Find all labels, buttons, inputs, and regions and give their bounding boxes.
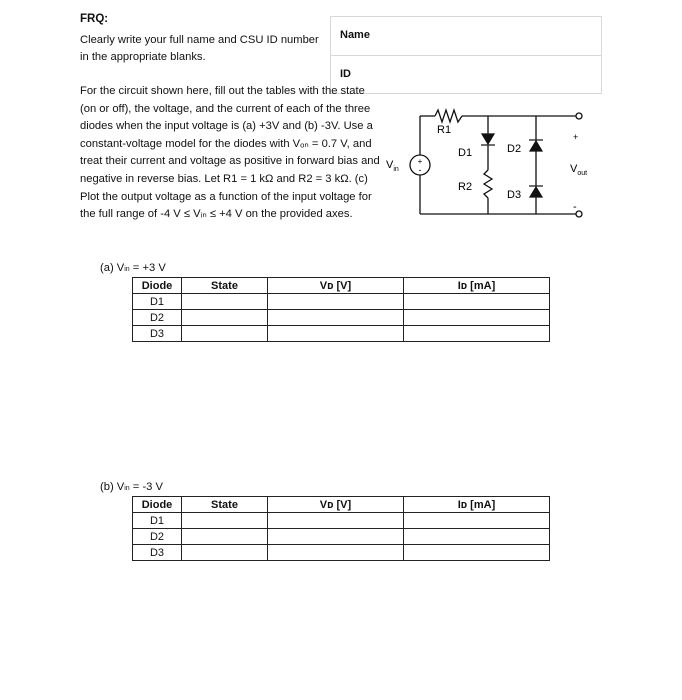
cell-state[interactable] (182, 513, 268, 529)
row-d3-label: D3 (133, 326, 182, 342)
circuit-diagram (380, 100, 600, 230)
header-diode: Diode (133, 497, 182, 513)
table-row (133, 310, 550, 326)
d1-label: D1 (458, 147, 473, 159)
cell-id[interactable] (404, 326, 550, 342)
cell-id[interactable] (404, 529, 550, 545)
header-vd: Vᴅ [V] (268, 497, 404, 513)
cell-vd[interactable] (268, 326, 404, 342)
r2-resistor (484, 170, 492, 198)
r2-label: R2 (458, 181, 473, 193)
cell-id[interactable] (404, 294, 550, 310)
cell-state[interactable] (182, 326, 268, 342)
table-row (133, 529, 550, 545)
source-plus: + (417, 157, 423, 166)
vin-label: $V_{in}$ (386, 159, 399, 173)
table-row (133, 545, 550, 561)
header-state: State (182, 497, 268, 513)
table-b (132, 496, 550, 561)
table-row (133, 326, 550, 342)
d2-diode (529, 140, 543, 151)
problem-statement: For the circuit shown here, fill out the tables with the state (on or off), the voltage, and the current of each of the three diodes when the input voltage is (a) +3V and (b) -3V. Use a constant-voltage model for the diodes with Vₒₙ = 0.7 V, and treat their current and voltage as positive in forward bias and negative in reverse bias. Let R1 = 1 kΩ and R2 = 3 kΩ. (c) Plot the output voltage as a function of the input voltage for the full range of -4 V ≤ Vᵢₙ ≤ +4 V on the provided axes. (80, 85, 380, 221)
cell-vd[interactable] (268, 294, 404, 310)
id-label: ID (340, 68, 351, 80)
d1-diode (481, 134, 495, 145)
table-a (132, 277, 550, 342)
frq-heading: FRQ: (80, 13, 109, 25)
part-b-label: (b) Vin = -3 V (100, 481, 163, 493)
cell-state[interactable] (182, 529, 268, 545)
r1-resistor (435, 110, 462, 122)
row-d3-label: D3 (133, 545, 182, 561)
d2-label: D2 (507, 143, 522, 155)
cell-vd[interactable] (268, 310, 404, 326)
header-diode: Diode (133, 278, 182, 294)
cell-id[interactable] (404, 513, 550, 529)
cell-state[interactable] (182, 545, 268, 561)
vout-plus: + (573, 132, 579, 142)
row-d2-label: D2 (133, 310, 182, 326)
r1-label: R1 (437, 124, 452, 136)
vout-minus: - (573, 201, 577, 213)
name-field[interactable] (330, 16, 602, 56)
d3-diode (529, 186, 543, 197)
header-id: Iᴅ [mA] (404, 497, 550, 513)
cell-id[interactable] (404, 545, 550, 561)
vout-label: $V_{out}$ (570, 163, 588, 177)
header-id: Iᴅ [mA] (404, 278, 550, 294)
cell-vd[interactable] (268, 545, 404, 561)
cell-state[interactable] (182, 310, 268, 326)
cell-vd[interactable] (268, 529, 404, 545)
cell-state[interactable] (182, 294, 268, 310)
table-row (133, 294, 550, 310)
header-vd: Vᴅ [V] (268, 278, 404, 294)
row-d2-label: D2 (133, 529, 182, 545)
row-d1-label: D1 (133, 513, 182, 529)
d3-label: D3 (507, 189, 522, 201)
cell-id[interactable] (404, 310, 550, 326)
row-d1-label: D1 (133, 294, 182, 310)
instructions-text: Clearly write your full name and CSU ID number in the appropriate blanks. (80, 34, 319, 63)
name-label: Name (340, 29, 370, 41)
cell-vd[interactable] (268, 513, 404, 529)
table-row (133, 513, 550, 529)
part-a-label: (a) Vin = +3 V (100, 262, 166, 274)
header-state: State (182, 278, 268, 294)
source-minus: - (418, 165, 422, 175)
